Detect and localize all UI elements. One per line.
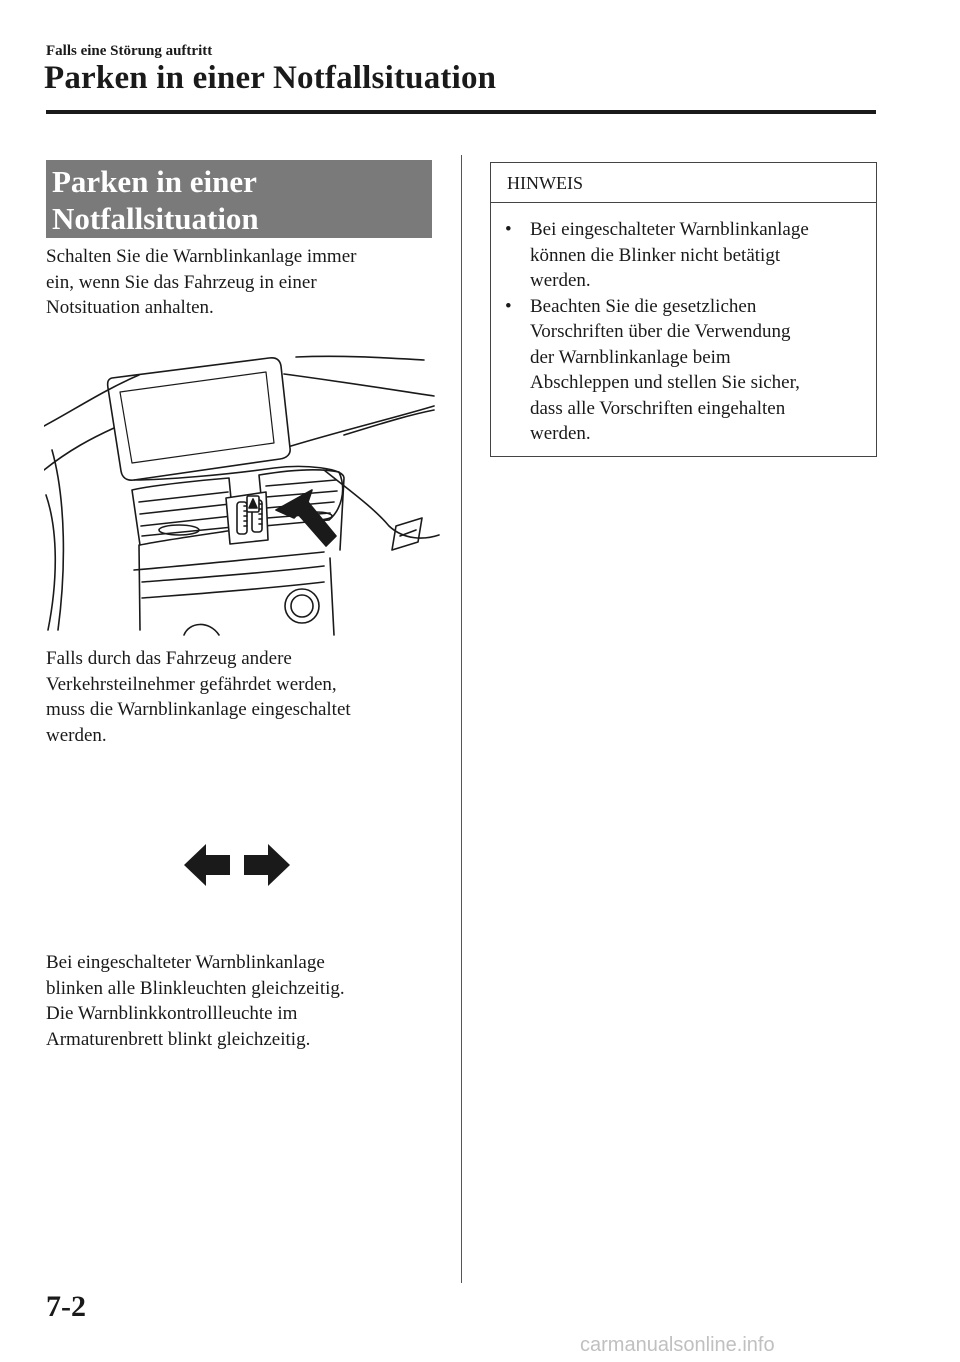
danger-paragraph xyxy=(46,646,436,748)
text-line: Abschleppen und stellen Sie sicher, xyxy=(530,372,800,393)
turn-signal-arrows-icon xyxy=(182,840,292,895)
text-line: werden. xyxy=(46,724,107,746)
text-line: Bei eingeschalteter Warnblinkanlage xyxy=(530,219,809,240)
text-line: Vorschriften über die Verwendung xyxy=(530,321,791,342)
page-number: 7-2 xyxy=(46,1290,86,1323)
text-line: muss die Warnblinkanlage eingeschaltet xyxy=(46,699,351,720)
title-divider xyxy=(46,110,876,114)
text-line: blinken alle Blinkleuchten gleichzeitig. xyxy=(46,977,345,999)
note-box xyxy=(490,162,877,457)
chapter-label: Falls eine Störung auftritt xyxy=(46,43,213,59)
note-title: HINWEIS xyxy=(491,163,876,203)
text-line: dass alle Vorschriften eingehalten xyxy=(530,397,786,419)
hazard-switch-dashboard-illustration xyxy=(44,330,444,645)
note-list xyxy=(491,203,876,447)
note-item xyxy=(503,294,868,447)
section-heading xyxy=(46,160,432,238)
column-divider xyxy=(461,155,462,1283)
text-line: Beachten Sie die gesetzlichen xyxy=(530,295,757,317)
text-line: werden. xyxy=(530,270,591,291)
text-line: Schalten Sie die Warnblinkanlage immer xyxy=(46,246,357,267)
text-line: der Warnblinkanlage beim xyxy=(530,346,731,368)
text-line: Verkehrsteilnehmer gefährdet werden, xyxy=(46,673,337,695)
text-line: Die Warnblinkkontrollleuchte im xyxy=(46,1003,298,1024)
watermark: carmanualsonline.info xyxy=(580,1334,775,1356)
note-item xyxy=(503,217,868,294)
text-line: können die Blinker nicht betätigt xyxy=(530,244,781,266)
text-line: Falls durch das Fahrzeug andere xyxy=(46,648,292,669)
behavior-paragraph xyxy=(46,950,436,1052)
text-line: Bei eingeschalteter Warnblinkanlage xyxy=(46,952,325,973)
intro-paragraph xyxy=(46,244,436,321)
bullet: • xyxy=(505,219,512,240)
right-arrow-icon xyxy=(244,844,290,886)
text-line: Notsituation anhalten. xyxy=(46,297,214,318)
left-arrow-icon xyxy=(184,844,230,886)
page-title: Parken in einer Notfallsituation xyxy=(44,60,497,96)
section-heading-line-2: Notfallsituation xyxy=(52,201,259,236)
bullet: • xyxy=(505,295,512,317)
text-line: werden. xyxy=(530,423,591,444)
text-line: ein, wenn Sie das Fahrzeug in einer xyxy=(46,271,317,293)
section-heading-line-1: Parken in einer xyxy=(52,164,257,199)
text-line: Armaturenbrett blinkt gleichzeitig. xyxy=(46,1028,311,1050)
